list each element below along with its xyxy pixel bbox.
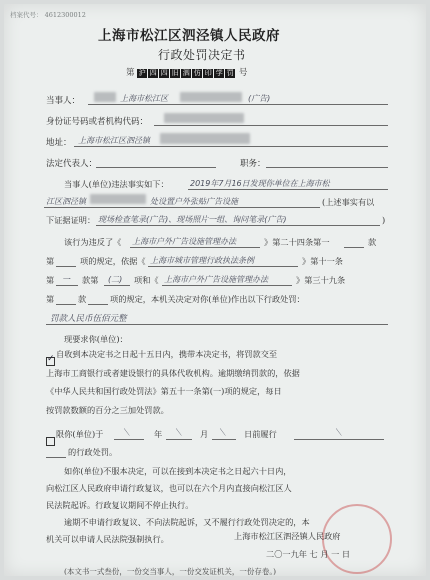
basis-regulation-2: 上海市户外广告设施管理办法 (164, 275, 268, 284)
basis-item-hand: (二) (108, 275, 123, 284)
position-label: 职务： (240, 159, 266, 169)
signing-date: 二〇一九年 七 月 一 日 (266, 549, 351, 559)
docno-box: 学 (215, 69, 223, 77)
underline (56, 266, 76, 267)
option-pay-fine-checkbox[interactable] (46, 357, 55, 366)
signing-authority: 上海市松江区泗泾镇人民政府 (234, 531, 341, 541)
docno-box: 印 (204, 69, 212, 77)
deadline-day: 日前履行 (244, 429, 277, 439)
facts-evidence-lead: (上述事实有以 (322, 197, 375, 207)
deadline-text-a: 限你(单位)于 (56, 429, 104, 439)
facts-handwritten-3: 处设置户外张贴广告设施 (150, 197, 238, 206)
docno-box: 仿 (193, 69, 201, 77)
underline (96, 225, 380, 226)
evidence-label: 下证据证明： (46, 215, 96, 225)
basis-line-1-mid: 项的规定，依据《 (80, 256, 146, 266)
underline (114, 439, 144, 440)
review-rights-line: 如你(单位)不服本决定，可以在接到本决定书之日起六十日内， (64, 466, 292, 476)
violation-line-clause: 款 (368, 237, 377, 247)
underline (148, 266, 298, 267)
deadline-strike: ＼ (334, 428, 342, 437)
basis-regulation-1: 上海市城市管理行政执法条例 (150, 256, 254, 265)
archive-code: 档案代号： 4612300012 (10, 11, 86, 19)
option-deadline (46, 431, 56, 450)
underline (266, 167, 388, 168)
payment-instruction-line: 按罚款数额的百分之三加处罚款。 (46, 404, 169, 415)
facts-intro: 当事人(单位)违法事实如下： (64, 179, 169, 189)
redaction-block (164, 113, 244, 123)
underline (130, 247, 260, 248)
underline (56, 304, 76, 305)
docno-suffix: 号 (238, 68, 248, 78)
underline (56, 285, 78, 286)
copies-note: (本文书一式叁份，一份交当事人，一份交发证机关，一份存卷。) (64, 567, 277, 576)
enforcement-line: 机关可以申请人民法院强制执行。 (46, 534, 169, 544)
penalty-decision: 罚款人民币伍佰元整 (50, 314, 127, 324)
facts-handwritten-2: 江区泗泾镇 (46, 197, 86, 206)
deadline-strike: ＼ (174, 428, 182, 437)
basis-line-2-a: 款第 (82, 275, 99, 285)
underline (44, 207, 320, 208)
party-value-tail: (广告) (248, 94, 271, 103)
party-value: 上海市松江区 (120, 94, 168, 103)
evidence-handwritten: 现场检查笔录(广告)、现场照片一组、询问笔录(广告) (98, 215, 287, 224)
violated-regulation: 上海市户外广告设施管理办法 (132, 237, 236, 246)
redaction-block (90, 194, 146, 204)
basis-line-3-start: 第 (46, 294, 55, 304)
evidence-close: ) (382, 215, 386, 225)
payment-instruction-line: 自收到本决定书之日起十五日内，携带本决定书，将罚款交至 (56, 349, 278, 359)
underline (46, 457, 66, 458)
underline (344, 247, 364, 248)
docno-boxes (137, 68, 236, 78)
underline (96, 167, 216, 168)
deadline-strike: ＼ (122, 428, 130, 437)
basis-line-3-b: 项的规定，本机关决定对你(单位)作出以下行政处罚： (110, 294, 305, 304)
party-label: 当事人： (46, 96, 81, 106)
underline (88, 304, 108, 305)
id-label: 身份证号码或者机构代码： (46, 117, 149, 127)
redaction-block (160, 133, 250, 144)
underline (104, 285, 130, 286)
basis-line-2-end: 》第三十九条 (296, 275, 346, 285)
docno-prefix: 第 (126, 68, 135, 78)
docno-box: 罚 (226, 69, 234, 77)
docno-box: 四 (149, 69, 157, 77)
document-page (4, 4, 426, 576)
review-rights-line: 民法院起诉。行政复议期间不停止执行。 (46, 500, 194, 510)
basis-line-1-start: 第 (46, 256, 55, 266)
underline (88, 104, 388, 105)
payment-instruction-line: 《中华人民共和国行政处罚法》第五十一条第(一)项的规定，每日 (46, 386, 282, 396)
basis-clause-hand: 一 (62, 275, 70, 284)
basis-line-1-end: 》第十一条 (302, 256, 343, 266)
deadline-year: 年 (154, 429, 163, 439)
enforcement-line: 逾期不申请行政复议、不向法院起诉，又不履行行政处罚决定的，本 (64, 517, 310, 527)
deadline-month: 月 (200, 429, 209, 439)
deadline-end: 的行政处罚。 (68, 447, 118, 457)
underline (162, 285, 292, 286)
violation-line-start: 该行为违反了《 (64, 237, 122, 247)
underline (166, 439, 192, 440)
underline (188, 189, 388, 190)
requirements-intro: 现要求你(单位)： (64, 334, 128, 344)
docno-box: 泗 (182, 69, 190, 77)
address-value: 上海市松江区泗泾镇 (78, 136, 150, 145)
address-label: 地址： (46, 138, 72, 148)
deadline-strike: ＼ (218, 428, 226, 437)
docno-box: 旧 (171, 69, 179, 77)
underline (212, 439, 236, 440)
basis-line-2-b: 项和《 (134, 275, 159, 285)
redaction-block (180, 92, 242, 102)
docno-box: 四 (160, 69, 168, 77)
document-number (126, 66, 247, 78)
option-deadline-checkbox[interactable] (46, 437, 55, 446)
document-title: 行政处罚决定书 (158, 48, 246, 62)
legal-rep-label: 法定代表人： (46, 159, 98, 169)
underline (294, 439, 384, 440)
violation-line-article: 》第二十四条第一 (264, 237, 330, 247)
underline (154, 125, 388, 126)
basis-line-2-start: 第 (46, 275, 55, 285)
docno-box: 沪 (138, 69, 146, 77)
underline (74, 146, 388, 147)
facts-handwritten-1: 2019年7月16日发现你单位在上海市松 (190, 179, 330, 188)
underline (46, 324, 388, 325)
redaction-block (94, 92, 116, 102)
review-rights-line: 向松江区人民政府申请行政复议，也可以在六个月内直接向松江区人 (46, 483, 292, 493)
basis-line-3-a: 款 (78, 294, 87, 304)
issuing-authority-title: 上海市松江区泗泾镇人民政府 (98, 28, 280, 44)
payment-instruction-line: 上海市工商银行或者建设银行的具体代收机构。逾期缴纳罚款的，依据 (46, 367, 300, 378)
